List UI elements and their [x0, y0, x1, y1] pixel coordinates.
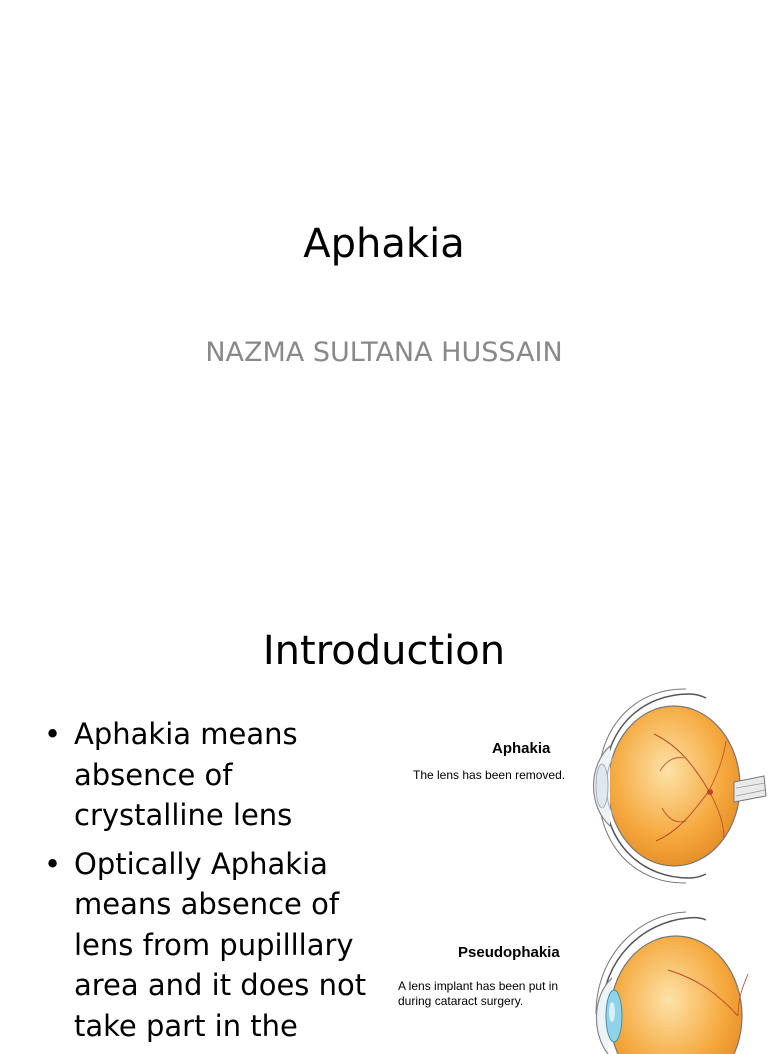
eye-diagram-figure — [392, 686, 768, 1024]
slide-title: Aphakia — [303, 221, 465, 267]
slide-subtitle-author: NAZMA SULTANA HUSSAIN — [205, 337, 563, 368]
slide-title: Introduction — [262, 628, 506, 674]
pseudophakia-label: Pseudophakia — [458, 944, 560, 961]
introduction-slide — [0, 576, 768, 1043]
pseudophakia-caption-line2: during cataract surgery. — [398, 994, 524, 1008]
bullet-item — [40, 714, 385, 836]
aphakia-eye-illustration — [574, 686, 768, 886]
pseudophakia-eye-illustration — [588, 904, 768, 1024]
aphakia-caption: The lens has been removed. — [413, 768, 566, 782]
bullet-text: Aphakia means absence of crystalline lens — [74, 717, 298, 832]
bullet-item — [40, 844, 385, 1047]
bullet-text: Optically Aphakia means absence of lens from pupilllary area and it does not take part in the — [74, 846, 367, 1043]
bullet-dot-icon: • — [44, 717, 62, 751]
bullet-dot-icon: • — [44, 846, 62, 881]
pseudophakia-caption-line1: A lens implant has been put in — [398, 979, 559, 993]
aphakia-label: Aphakia — [492, 740, 551, 757]
bullet-list — [40, 714, 385, 1054]
